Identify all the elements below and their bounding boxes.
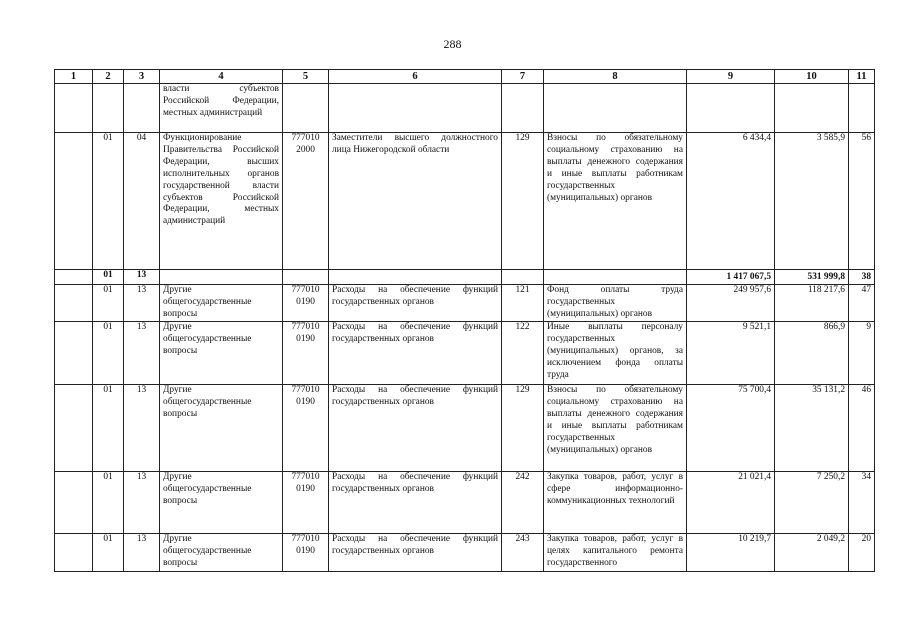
percent-cell: 20 — [849, 534, 875, 572]
row-number-cell — [55, 385, 93, 472]
row-number-cell — [55, 534, 93, 572]
header-row — [55, 70, 875, 84]
expense-type-code-cell — [502, 270, 544, 285]
actual-amount-cell: 7 250,2 — [775, 472, 849, 534]
target-item-name-cell: Заместители высшего должностного лица Нижегородской области — [329, 133, 502, 270]
percent-cell: 56 — [849, 133, 875, 270]
target-item-code-cell — [283, 270, 329, 285]
header-cell: 9 — [687, 70, 775, 84]
planned-amount-cell: 1 417 067,5 — [687, 270, 775, 285]
header-cell: 5 — [283, 70, 329, 84]
expense-type-code-cell: 243 — [502, 534, 544, 572]
actual-amount-cell: 531 999,8 — [775, 270, 849, 285]
section-name-cell: Другие общегосударственные вопросы — [160, 472, 283, 534]
planned-amount-cell: 75 700,4 — [687, 385, 775, 472]
table-row — [55, 285, 875, 322]
percent-cell: 9 — [849, 322, 875, 385]
header-cell: 4 — [160, 70, 283, 84]
row-number-cell — [55, 84, 93, 133]
budget-table — [54, 69, 875, 572]
subsection-code-cell: 04 — [124, 133, 160, 270]
section-code-cell — [93, 84, 124, 133]
expense-type-code-cell: 121 — [502, 285, 544, 322]
section-code-cell: 01 — [93, 133, 124, 270]
target-item-name-cell: Расходы на обеспечение функций государственных органов — [329, 534, 502, 572]
planned-amount-cell: 10 219,7 — [687, 534, 775, 572]
header-cell: 11 — [849, 70, 875, 84]
table-row — [55, 472, 875, 534]
header-cell: 10 — [775, 70, 849, 84]
target-item-name-cell: Расходы на обеспечение функций государственных органов — [329, 322, 502, 385]
header-cell: 8 — [544, 70, 687, 84]
planned-amount-cell: 9 521,1 — [687, 322, 775, 385]
target-item-code-cell: 777010 0190 — [283, 385, 329, 472]
header-cell: 6 — [329, 70, 502, 84]
section-name-cell — [160, 270, 283, 285]
subsection-code-cell: 13 — [124, 534, 160, 572]
section-code-cell: 01 — [93, 472, 124, 534]
planned-amount-cell — [687, 84, 775, 133]
planned-amount-cell: 21 021,4 — [687, 472, 775, 534]
section-name-cell: Другие общегосударственные вопросы — [160, 322, 283, 385]
planned-amount-cell: 249 957,6 — [687, 285, 775, 322]
expense-type-name-cell: Фонд оплаты труда государственных (муниципальных) органов — [544, 285, 687, 322]
subtotal-row — [55, 270, 875, 285]
row-number-cell — [55, 472, 93, 534]
target-item-code-cell: 777010 0190 — [283, 472, 329, 534]
header-cell: 7 — [502, 70, 544, 84]
expense-type-name-cell: Взносы по обязательному социальному страхованию на выплаты денежного содержания и иные выплаты работникам государственных (муниципальных) органов — [544, 385, 687, 472]
target-item-name-cell: Расходы на обеспечение функций государственных органов — [329, 385, 502, 472]
header-cell: 3 — [124, 70, 160, 84]
subsection-code-cell — [124, 84, 160, 133]
section-name-cell: Функционирование Правительства Российской Федерации, высших исполнительных органов государственной власти субъектов Российской Федерации, местных администраций — [160, 133, 283, 270]
row-number-cell — [55, 322, 93, 385]
target-item-name-cell: Расходы на обеспечение функций государственных органов — [329, 472, 502, 534]
row-number-cell — [55, 133, 93, 270]
target-item-code-cell: 777010 2000 — [283, 133, 329, 270]
percent-cell: 38 — [849, 270, 875, 285]
table-row — [55, 385, 875, 472]
actual-amount-cell: 3 585,9 — [775, 133, 849, 270]
actual-amount-cell: 2 049,2 — [775, 534, 849, 572]
section-name-cell: Другие общегосударственные вопросы — [160, 285, 283, 322]
expense-type-code-cell: 242 — [502, 472, 544, 534]
expense-type-name-cell — [544, 84, 687, 133]
subsection-code-cell: 13 — [124, 322, 160, 385]
subsection-code-cell: 13 — [124, 472, 160, 534]
section-code-cell: 01 — [93, 534, 124, 572]
header-cell: 2 — [93, 70, 124, 84]
actual-amount-cell: 35 131,2 — [775, 385, 849, 472]
header-cell: 1 — [55, 70, 93, 84]
subsection-code-cell: 13 — [124, 270, 160, 285]
table-row — [55, 133, 875, 270]
target-item-code-cell: 777010 0190 — [283, 534, 329, 572]
expense-type-name-cell: Закупка товаров, работ, услуг в сфере информационно-коммуникационных технологий — [544, 472, 687, 534]
section-code-cell: 01 — [93, 322, 124, 385]
section-code-cell: 01 — [93, 270, 124, 285]
table-row — [55, 84, 875, 133]
subsection-code-cell: 13 — [124, 385, 160, 472]
actual-amount-cell: 118 217,6 — [775, 285, 849, 322]
target-item-code-cell: 777010 0190 — [283, 285, 329, 322]
page-number: 288 — [443, 37, 462, 51]
percent-cell: 34 — [849, 472, 875, 534]
subsection-code-cell: 13 — [124, 285, 160, 322]
planned-amount-cell: 6 434,4 — [687, 133, 775, 270]
expense-type-code-cell — [502, 84, 544, 133]
percent-cell: 47 — [849, 285, 875, 322]
target-item-code-cell: 777010 0190 — [283, 322, 329, 385]
expense-type-code-cell: 129 — [502, 385, 544, 472]
expense-type-name-cell: Взносы по обязательному социальному страхованию на выплаты денежного содержания и иные выплаты работникам государственных (муниципальных) органов — [544, 133, 687, 270]
expense-type-code-cell: 129 — [502, 133, 544, 270]
expense-type-name-cell: Закупка товаров, работ, услуг в целях капитального ремонта государственного — [544, 534, 687, 572]
section-name-cell: Другие общегосударственные вопросы — [160, 385, 283, 472]
row-number-cell — [55, 270, 93, 285]
percent-cell — [849, 84, 875, 133]
expense-type-name-cell — [544, 270, 687, 285]
expense-type-code-cell: 122 — [502, 322, 544, 385]
target-item-name-cell — [329, 270, 502, 285]
target-item-name-cell: Расходы на обеспечение функций государственных органов — [329, 285, 502, 322]
actual-amount-cell — [775, 84, 849, 133]
section-name-cell: Другие общегосударственные вопросы — [160, 534, 283, 572]
target-item-code-cell — [283, 84, 329, 133]
row-number-cell — [55, 285, 93, 322]
table-row — [55, 534, 875, 572]
target-item-name-cell — [329, 84, 502, 133]
section-name-cell: власти субъектов Российской Федерации, местных администраций — [160, 84, 283, 133]
section-code-cell: 01 — [93, 285, 124, 322]
expense-type-name-cell: Иные выплаты персоналу государственных (муниципальных) органов, за исключением фонда оплаты труда — [544, 322, 687, 385]
section-code-cell: 01 — [93, 385, 124, 472]
percent-cell: 46 — [849, 385, 875, 472]
actual-amount-cell: 866,9 — [775, 322, 849, 385]
table-row — [55, 322, 875, 385]
